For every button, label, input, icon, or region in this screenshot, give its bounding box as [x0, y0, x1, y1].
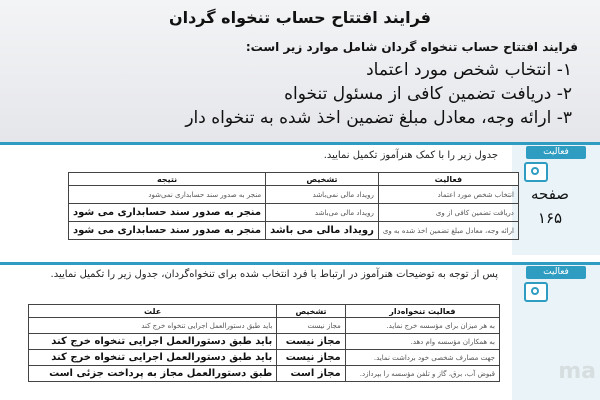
page-reference [520, 182, 580, 230]
activity-2-table [28, 304, 500, 382]
table-row [69, 222, 519, 240]
cell-result: منجر به صدور سند حسابداری نمی‌شود [69, 186, 266, 204]
table-row [29, 318, 500, 334]
table-header-row [29, 305, 500, 318]
cell-diagnosis: مجاز است [277, 366, 345, 382]
cell-reason: طبق دستورالعمل مجاز به پرداخت جزئی است [29, 366, 277, 382]
cell-diagnosis: مجاز نیست [277, 350, 345, 366]
cell-diagnosis: رویداد مالی نمی‌باشد [266, 186, 379, 204]
page-number: ۱۶۵ [537, 209, 563, 227]
step-1: ۱- انتخاب شخص مورد اعتماد [366, 60, 572, 80]
activity-badge: فعالیت [526, 146, 586, 159]
activity-1-section [0, 142, 600, 255]
cell-reason: باید طبق دستورالعمل اجرایی تنخواه خرج کند [29, 334, 277, 350]
step-3: ۳- ارائه وجه، معادل مبلغ تضمین اخذ شده به تنخواه دار [185, 108, 572, 128]
cell-activity: جهت مصارف شخصی خود برداشت نماید. [345, 350, 499, 366]
table-row [29, 366, 500, 382]
col-activity: فعالیت تنخواه‌دار [345, 305, 499, 318]
activity-camera-icon [524, 282, 548, 302]
cell-result: منجر به صدور سند حسابداری می شود [69, 222, 266, 240]
activity-camera-icon [524, 162, 548, 182]
cell-reason: باید طبق دستورالعمل اجرایی تنخواه خرج کند [29, 318, 277, 334]
col-result: نتیجه [69, 173, 266, 186]
activity-2-section [0, 262, 600, 400]
page-label: صفحه [530, 185, 570, 203]
col-diagnosis: تشخیص [277, 305, 345, 318]
table-row [69, 204, 519, 222]
cell-diagnosis: مجاز نیست [277, 318, 345, 334]
cell-diagnosis: رویداد مالی می‌باشد [266, 204, 379, 222]
cell-result: منجر به صدور سند حسابداری می شود [69, 204, 266, 222]
table-row [29, 350, 500, 366]
cell-diagnosis: رویداد مالی می باشد [266, 222, 379, 240]
activity-top-strip [0, 262, 600, 265]
cell-activity: به هر میزان برای مؤسسه خرج نماید. [345, 318, 499, 334]
cell-activity: دریافت تضمین کافی از وی [378, 204, 518, 222]
activity-badge: فعالیت [526, 266, 586, 279]
activity-1-table [68, 172, 519, 240]
cell-diagnosis: مجاز نیست [277, 334, 345, 350]
page-title: فرایند افتتاح حساب تنخواه گردان [168, 8, 432, 27]
cell-activity: قبوض آب، برق، گاز و تلفن مؤسسه را بپردازد. [345, 366, 499, 382]
col-reason: علت [29, 305, 277, 318]
activity-2-prompt: پس از توجه به توضیحات هنرآموز در ارتباط با فرد انتخاب شده برای تنخواه‌گردان، جدول زیر را تکمیل نمایید. [50, 269, 498, 280]
cell-activity: انتخاب شخص مورد اعتماد [378, 186, 518, 204]
table-header-row [69, 173, 519, 186]
col-diagnosis: تشخیص [266, 173, 379, 186]
cell-activity: ارائه وجه، معادل مبلغ تضمین اخذ شده به وی [378, 222, 518, 240]
col-activity: فعالیت [378, 173, 518, 186]
table-row [29, 334, 500, 350]
watermark-logo: ma [558, 359, 596, 384]
step-2: ۲- دریافت تضمین کافی از مسئول تنخواه [284, 84, 572, 104]
cell-activity: به همکاران مؤسسه وام دهد. [345, 334, 499, 350]
activity-1-prompt: جدول زیر را با کمک هنرآموز تکمیل نمایید. [323, 150, 498, 161]
intro-text: فرایند افتتاح حساب تنخواه گردان شامل موارد زیر است: [245, 40, 578, 54]
table-row [69, 186, 519, 204]
cell-reason: باید طبق دستورالعمل اجرایی تنخواه خرج کند [29, 350, 277, 366]
activity-top-strip [0, 142, 600, 145]
